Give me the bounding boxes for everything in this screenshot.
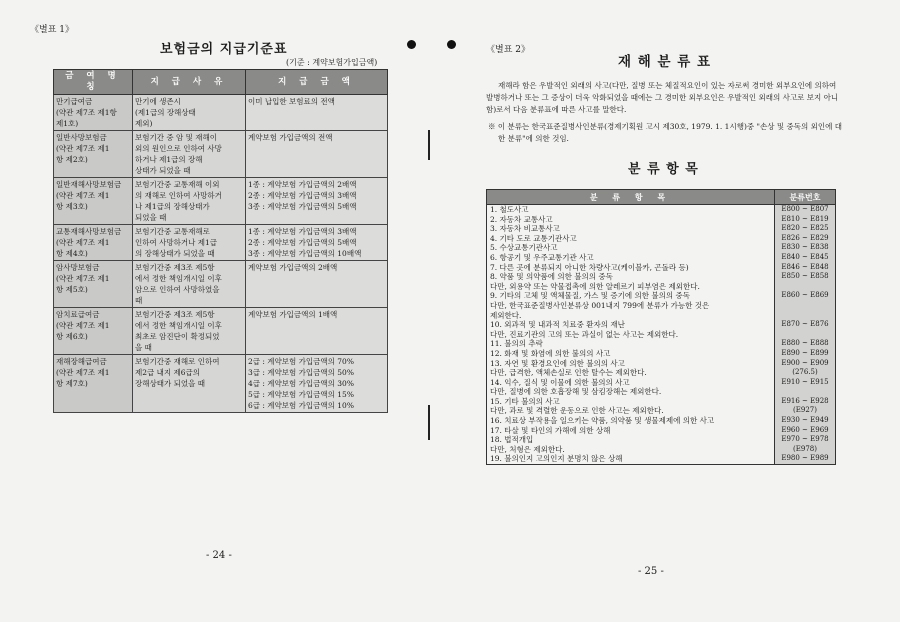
benefit-row (54, 178, 388, 225)
classification-code: (276.5) (775, 368, 836, 378)
classification-row (487, 330, 836, 340)
classification-row (487, 454, 836, 464)
classification-row (487, 282, 836, 292)
classification-row (487, 291, 836, 301)
classification-item: 다만, 처형은 제외한다. (487, 445, 775, 455)
payment-amount: 계약보험 가입금액의 1배액 (246, 308, 388, 355)
header-category: 분 류 항 목 (487, 190, 775, 205)
classification-code: E916 ~ E928 (775, 397, 836, 407)
left-annex-tag: 《별표 1》 (30, 25, 74, 35)
classification-code: E840 ~ E845 (775, 253, 836, 263)
classification-row (487, 272, 836, 282)
classification-item: 16. 치료상 부작용을 일으키는 약품, 의약품 및 생물제제에 의한 사고 (487, 416, 775, 426)
classification-row (487, 339, 836, 349)
classification-item: 다만, 급격한, 액체손실로 인한 탈수는 제외한다. (487, 368, 775, 378)
classification-row (487, 349, 836, 359)
classification-row (487, 215, 836, 225)
benefit-row (54, 308, 388, 355)
classification-row (487, 311, 836, 321)
binding-hole (407, 40, 416, 49)
classification-code: E890 ~ E899 (775, 349, 836, 359)
header-code: 분류번호 (775, 190, 836, 205)
classification-item: 8. 약품 및 의약품에 의한 불의의 중독 (487, 272, 775, 282)
classification-code: E820 ~ E825 (775, 224, 836, 234)
classification-item: 6. 항공기 및 우주교통기관 사고 (487, 253, 775, 263)
classification-item: 다만, 외용약 또는 약물접촉에 의한 알레르기 피부염은 제외한다. (487, 282, 775, 292)
header-payment-reason: 지 급 사 유 (133, 70, 246, 95)
classification-row (487, 301, 836, 311)
benefit-table-header (54, 70, 388, 95)
classification-note: ※ 이 분류는 한국표준질병사인분류(경제기획원 고시 제30호, 1979. 1. 1시행)중 "손상 및 중독의 외인에 대한 분류"에 의한 것임. (488, 122, 842, 143)
classification-code (775, 330, 836, 340)
classification-item: 14. 익수, 질식 및 이물에 의한 불의의 사고 (487, 378, 775, 388)
classification-code: E880 ~ E888 (775, 339, 836, 349)
classification-code: E930 ~ E949 (775, 416, 836, 426)
payment-amount: 1종 : 계약보험 가입금액의 3배액 2종 : 계약보험 가입금액의 5배액 3종 : 계약보험 가입금액의 10배액 (246, 225, 388, 261)
classification-item: 9. 기타의 고체 및 액체물질, 가스 및 증기에 의한 불의의 중독 (487, 291, 775, 301)
classification-code: E860 ~ E869 (775, 291, 836, 301)
classification-item: 다만, 진료기관의 고의 또는 과실이 없는 사고는 제외한다. (487, 330, 775, 340)
benefit-name: 재해장해급여금 (약관 제7조 제1 항 제7호) (54, 355, 133, 413)
classification-row (487, 224, 836, 234)
classification-row (487, 435, 836, 445)
classification-item: 10. 외과적 및 내과적 치료중 환자의 재난 (487, 320, 775, 330)
right-page-number: - 25 - (638, 566, 664, 577)
benefit-name: 암사망보험금 (약관 제7조 제1 항 제5호) (54, 261, 133, 308)
benefit-name: 일반사망보험금 (약관 제7조 제1 항 제2호) (54, 131, 133, 178)
classification-item: 11. 불의의 추락 (487, 339, 775, 349)
classification-code: (E978) (775, 445, 836, 455)
benefit-row (54, 225, 388, 261)
header-payment-amount: 지 급 금 액 (246, 70, 388, 95)
classification-code: E810 ~ E819 (775, 215, 836, 225)
benefit-name: 암치료급여금 (약관 제7조 제1 항 제6호) (54, 308, 133, 355)
classification-row (487, 368, 836, 378)
classification-row (487, 243, 836, 253)
payment-reason: 보험기간중 제3조 제5항 에서 정한 책임개시일 이후 최초로 암진단이 확정되었 을 때 (133, 308, 246, 355)
classification-code (775, 311, 836, 321)
left-basis-note: (기준 : 계약보험가입금액) (286, 58, 378, 67)
left-page-number: - 24 - (206, 550, 232, 561)
classification-code: E800 ~ E807 (775, 205, 836, 215)
classification-code: E980 ~ E989 (775, 454, 836, 464)
classification-item: 7. 다른 곳에 분류되지 아니한 차량사고(케이블카, 곤돌라 등) (487, 263, 775, 273)
left-page-title: 보험금의 지급기준표 (160, 42, 288, 57)
classification-code: E970 ~ E978 (775, 435, 836, 445)
classification-code: E910 ~ E915 (775, 378, 836, 388)
right-annex-tag: 《별표 2》 (486, 45, 530, 55)
classification-item: 4. 기타 도로 교통기관사고 (487, 234, 775, 244)
benefit-row (54, 355, 388, 413)
intro-paragraph: 재해라 함은 우발적인 외래의 사고(다만, 질병 또는 체질적요인이 있는 자로써 경미한 외부요인에 의하여 발병하거나 또는 그 증상이 더욱 악화되었을 때에는 그 경미한 외부요인은 우발적인 외래의 사고로 보지 아니함)로서 다음 분류표에 따른 사고를 말한다. (486, 81, 839, 114)
payment-reason: 보험기간중 교통재해 이외 의 재해로 인하여 사망하거 나 제1급의 장해상태가 되었을 때 (133, 178, 246, 225)
classification-item: 3. 자동차 비교통사고 (487, 224, 775, 234)
payment-amount: 이미 납입한 보험료의 전액 (246, 95, 388, 131)
classification-row (487, 320, 836, 330)
classification-row (487, 416, 836, 426)
classification-item: 17. 타살 및 타인의 가해에 의한 상해 (487, 426, 775, 436)
classification-row (487, 359, 836, 369)
classification-row (487, 205, 836, 215)
payment-amount: 2급 : 계약보험 가입금액의 70% 3급 : 계약보험 가입금액의 50% 4급 : 계약보험 가입금액의 30% 5급 : 계약보험 가입금액의 15% 6급 : 계약보험 가입금액의 10% (246, 355, 388, 413)
classification-code: E960 ~ E969 (775, 426, 836, 436)
benefit-row (54, 131, 388, 178)
classification-row (487, 426, 836, 436)
classification-item: 다만, 과로 및 격렬한 운동으로 인한 사고는 제외한다. (487, 406, 775, 416)
classification-code: E900 ~ E909 (775, 359, 836, 369)
fold-mark (428, 130, 430, 160)
payment-amount: 1종 : 계약보험 가입금액의 2배액 2종 : 계약보험 가입금액의 3배액 3종 : 계약보험 가입금액의 5배액 (246, 178, 388, 225)
classification-row (487, 387, 836, 397)
classification-item: 13. 자연 및 환경요인에 의한 불의의 사고 (487, 359, 775, 369)
classification-item: 19. 불의인지 고의인지 분명치 않은 상해 (487, 454, 775, 464)
classification-item: 1. 철도사고 (487, 205, 775, 215)
classification-row (487, 263, 836, 273)
right-page-title: 재 해 분 류 표 (618, 54, 712, 70)
binding-hole (447, 40, 456, 49)
classification-code (775, 301, 836, 311)
header-benefit-name: 금 여 명 칭 (54, 70, 133, 95)
benefit-row (54, 95, 388, 131)
classification-code: (E927) (775, 406, 836, 416)
payment-reason: 보험기간중 재해로 인하여 제2급 내지 제6급의 장해상태가 되었을 때 (133, 355, 246, 413)
classification-item: 2. 자동차 교통사고 (487, 215, 775, 225)
classification-code: E870 ~ E876 (775, 320, 836, 330)
classification-item: 18. 법적개입 (487, 435, 775, 445)
payment-amount: 계약보험 가입금액의 2배액 (246, 261, 388, 308)
classification-code (775, 387, 836, 397)
benefit-name: 일반재해사망보험금 (약관 제7조 제1 항 제3호) (54, 178, 133, 225)
classification-item: 12. 화재 및 화염에 의한 불의의 사고 (487, 349, 775, 359)
classification-item: 다만, 한국표준질병사인분류상 001내지 799에 분류가 가능한 것은 (487, 301, 775, 311)
payment-amount: 계약보험 가입금액의 전액 (246, 131, 388, 178)
classification-table-header (487, 190, 836, 205)
classification-row (487, 445, 836, 455)
classification-item: 다만, 질병에 의한 호흡장해 및 삼킴장해는 제외한다. (487, 387, 775, 397)
classification-item: 5. 수상교통기관사고 (487, 243, 775, 253)
classification-row (487, 378, 836, 388)
payment-reason: 보험기간 중 암 및 재해이 외의 원인으로 인하여 사망 하거나 제1급의 장해 상태가 되었을 때 (133, 131, 246, 178)
classification-code: E826 ~ E829 (775, 234, 836, 244)
benefit-name: 교통재해사망보험금 (약관 제7조 제1 항 제4호) (54, 225, 133, 261)
payment-reason: 보험기간중 제3조 제5항 에서 정한 책임개시일 이후 암으로 인하여 사망하였을 때 (133, 261, 246, 308)
classification-subtitle: 분 류 항 목 (628, 162, 699, 177)
classification-item: 제외한다. (487, 311, 775, 321)
payment-reason: 보험기간중 교통재해로 인하여 사망하거나 제1급 의 장해상태가 되었을 때 (133, 225, 246, 261)
payment-reason: 만기에 생존시 (제1급의 장해상태 제외) (133, 95, 246, 131)
classification-row (487, 234, 836, 244)
fold-mark (428, 405, 430, 440)
classification-code: E846 ~ E848 (775, 263, 836, 273)
classification-code: E850 ~ E858 (775, 272, 836, 282)
classification-code (775, 282, 836, 292)
benefit-row (54, 261, 388, 308)
classification-item: 15. 기타 불의의 사고 (487, 397, 775, 407)
classification-row (487, 406, 836, 416)
accident-classification-table (486, 189, 836, 465)
benefit-name: 만기급여금 (약관 제7조 제1항 제1호) (54, 95, 133, 131)
benefit-table (53, 69, 388, 413)
classification-row (487, 253, 836, 263)
classification-code: E830 ~ E838 (775, 243, 836, 253)
